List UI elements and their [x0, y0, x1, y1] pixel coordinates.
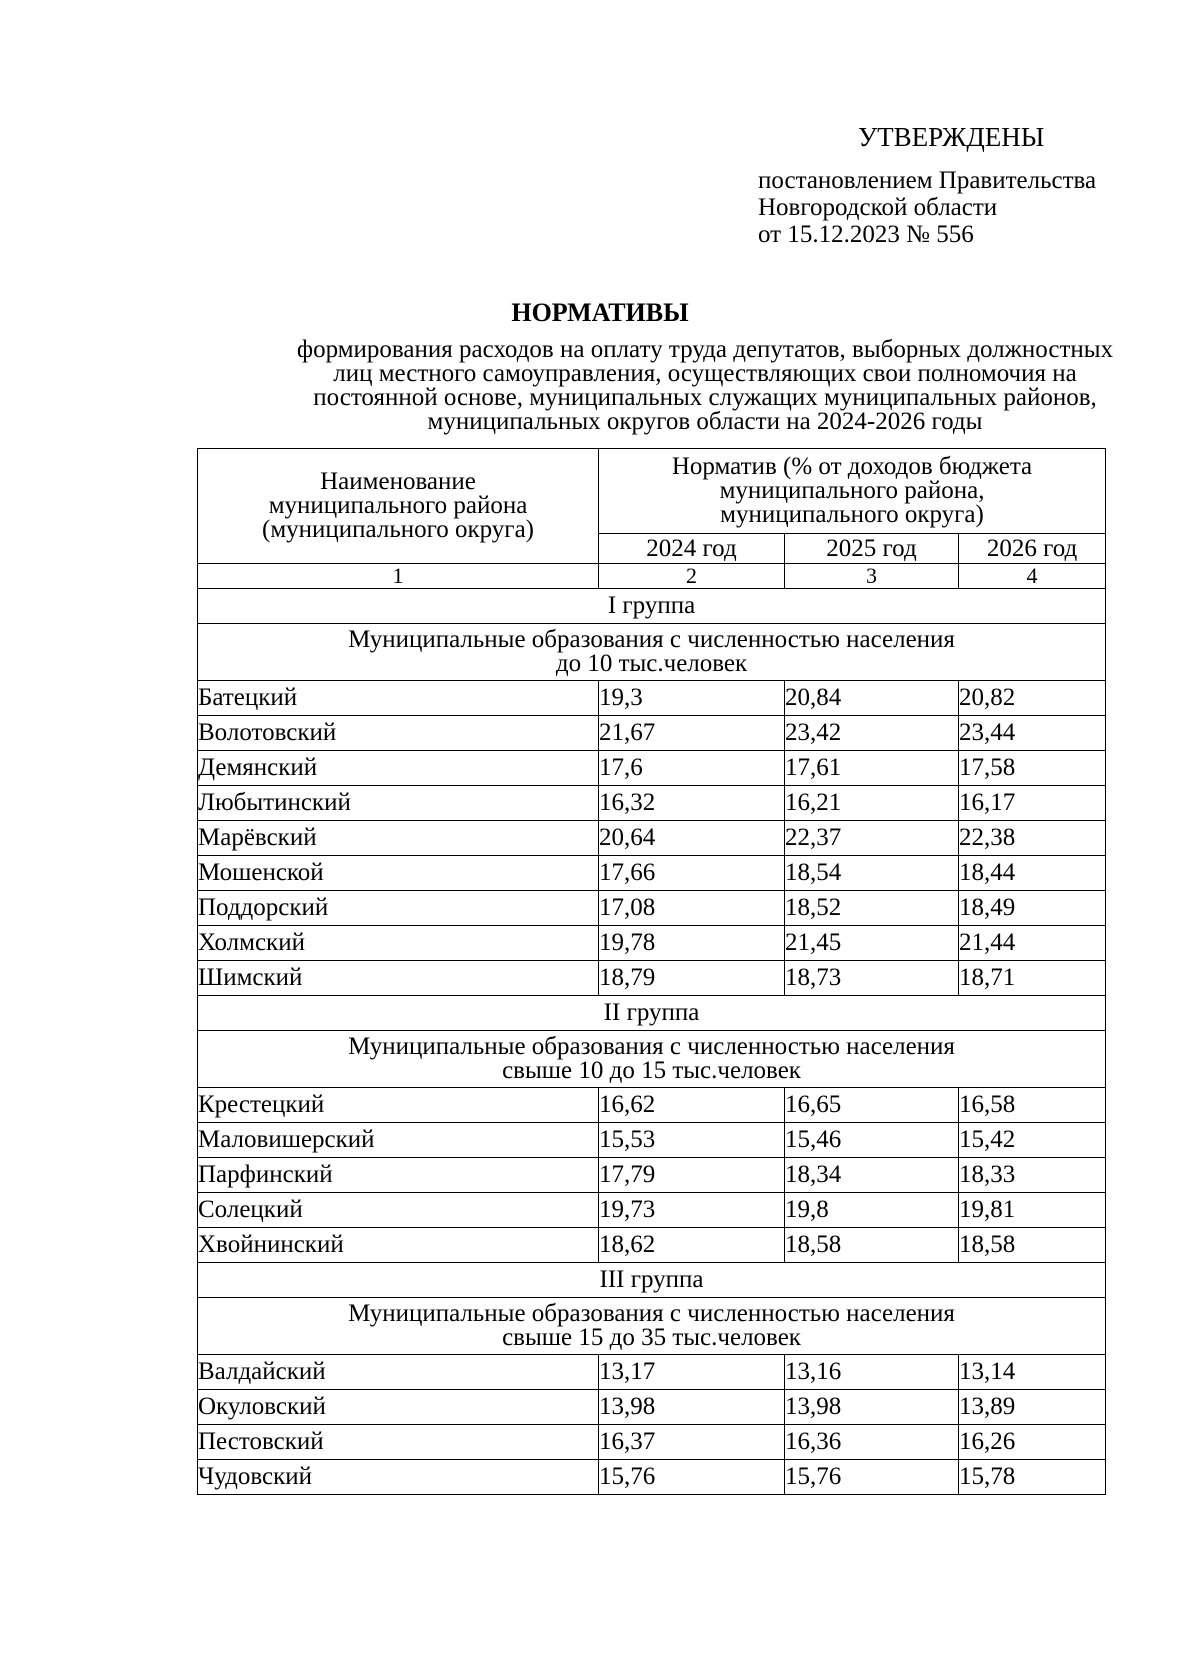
district-name: Маловишерский — [198, 1123, 599, 1158]
norm-value: 19,81 — [959, 1193, 1106, 1228]
table-row — [198, 1193, 1106, 1228]
norm-value: 20,84 — [785, 681, 959, 716]
subtitle-line: лиц местного самоуправления, осуществляющих свои полномочия на — [333, 360, 1077, 387]
district-name: Демянский — [198, 751, 599, 786]
group-description — [198, 1298, 1106, 1355]
norm-value: 16,32 — [599, 786, 785, 821]
column-header-name — [198, 449, 599, 564]
table-row — [198, 1390, 1106, 1425]
norm-value: 16,26 — [959, 1425, 1106, 1460]
header-line: (муниципального округа) — [262, 516, 534, 543]
norm-value: 19,3 — [599, 681, 785, 716]
district-name: Хвойнинский — [198, 1228, 599, 1263]
norm-value: 16,65 — [785, 1088, 959, 1123]
norm-value: 18,44 — [959, 856, 1106, 891]
district-name: Крестецкий — [198, 1088, 599, 1123]
table-row — [198, 716, 1106, 751]
norm-value: 13,98 — [785, 1390, 959, 1425]
group-header: III группа — [198, 1263, 1106, 1298]
norm-value: 15,76 — [785, 1460, 959, 1495]
norm-value: 17,66 — [599, 856, 785, 891]
column-number: 1 — [198, 564, 599, 589]
norm-value: 15,78 — [959, 1460, 1106, 1495]
norm-value: 19,78 — [599, 926, 785, 961]
group-description-line: Муниципальные образования с численностью населения — [348, 1033, 955, 1060]
district-name: Батецкий — [198, 681, 599, 716]
table-row — [198, 856, 1106, 891]
norm-value: 16,37 — [599, 1425, 785, 1460]
table-row — [198, 926, 1106, 961]
district-name: Солецкий — [198, 1193, 599, 1228]
table-row — [198, 1123, 1106, 1158]
column-number: 2 — [599, 564, 785, 589]
norm-value: 18,52 — [785, 891, 959, 926]
subtitle-line: муниципальных округов области на 2024-2026 годы — [427, 408, 983, 435]
norm-value: 13,98 — [599, 1390, 785, 1425]
header-line: муниципального округа) — [720, 501, 984, 528]
district-name: Валдайский — [198, 1355, 599, 1390]
header-line: муниципального района — [268, 492, 528, 519]
document-title: НОРМАТИВЫ — [511, 298, 689, 327]
district-name: Любытинский — [198, 786, 599, 821]
norm-value: 18,58 — [785, 1228, 959, 1263]
norm-value: 18,71 — [959, 961, 1106, 996]
district-name: Холмский — [198, 926, 599, 961]
column-number: 3 — [785, 564, 959, 589]
norm-value: 16,58 — [959, 1088, 1106, 1123]
group-description — [198, 1031, 1106, 1088]
norm-value: 19,73 — [599, 1193, 785, 1228]
approval-line: постановлением Правительства — [758, 167, 1097, 194]
norm-value: 18,33 — [959, 1158, 1106, 1193]
table-row — [198, 961, 1106, 996]
norm-value: 13,89 — [959, 1390, 1106, 1425]
table-row — [198, 751, 1106, 786]
group-description — [198, 624, 1106, 681]
norm-value: 16,17 — [959, 786, 1106, 821]
norm-value: 21,44 — [959, 926, 1106, 961]
norm-value: 22,37 — [785, 821, 959, 856]
norm-value: 22,38 — [959, 821, 1106, 856]
document-subtitle — [190, 338, 1200, 434]
column-number: 4 — [959, 564, 1106, 589]
district-name: Поддорский — [198, 891, 599, 926]
district-name: Волотовский — [198, 716, 599, 751]
subtitle-line: формирования расходов на оплату труда депутатов, выборных должностных — [296, 336, 1114, 363]
norm-value: 18,54 — [785, 856, 959, 891]
district-name: Мошенской — [198, 856, 599, 891]
norm-value: 17,61 — [785, 751, 959, 786]
table-row — [198, 1088, 1106, 1123]
norm-value: 15,46 — [785, 1123, 959, 1158]
group-header: I группа — [198, 589, 1106, 624]
table-row — [198, 1158, 1106, 1193]
approval-heading: УТВЕРЖДЕНЫ — [858, 122, 1045, 152]
norm-value: 15,42 — [959, 1123, 1106, 1158]
group-header: II группа — [198, 996, 1106, 1031]
norm-value: 17,08 — [599, 891, 785, 926]
table-row — [198, 891, 1106, 926]
group-description-line: Муниципальные образования с численностью населения — [348, 1300, 955, 1327]
norm-value: 13,16 — [785, 1355, 959, 1390]
year-header-2026: 2026 год — [959, 534, 1106, 564]
norm-value: 15,53 — [599, 1123, 785, 1158]
norm-value: 16,36 — [785, 1425, 959, 1460]
norm-value: 18,49 — [959, 891, 1106, 926]
norm-value: 13,14 — [959, 1355, 1106, 1390]
approval-line: Новгородской области — [758, 194, 998, 221]
norm-value: 20,64 — [599, 821, 785, 856]
norm-value: 18,58 — [959, 1228, 1106, 1263]
norm-value: 23,44 — [959, 716, 1106, 751]
group-description-line: Муниципальные образования с численностью населения — [348, 626, 955, 653]
norm-value: 18,73 — [785, 961, 959, 996]
group-description-line: свыше 15 до 35 тыс.человек — [502, 1324, 801, 1351]
subtitle-line: постоянной основе, муниципальных служащих муниципальных районов, — [313, 384, 1097, 411]
district-name: Пестовский — [198, 1425, 599, 1460]
norm-value: 21,67 — [599, 716, 785, 751]
norm-value: 17,58 — [959, 751, 1106, 786]
approval-stamp — [758, 122, 1178, 248]
norm-value: 23,42 — [785, 716, 959, 751]
norm-value: 15,76 — [599, 1460, 785, 1495]
district-name: Марёвский — [198, 821, 599, 856]
norm-value: 19,8 — [785, 1193, 959, 1228]
table-row — [198, 821, 1106, 856]
norm-value: 13,17 — [599, 1355, 785, 1390]
district-name: Парфинский — [198, 1158, 599, 1193]
district-name: Окуловский — [198, 1390, 599, 1425]
approval-line: от 15.12.2023 № 556 — [758, 221, 974, 248]
norm-value: 18,34 — [785, 1158, 959, 1193]
table-row — [198, 786, 1106, 821]
norm-value: 17,6 — [599, 751, 785, 786]
column-header-norm — [599, 449, 1106, 534]
year-header-2025: 2025 год — [785, 534, 959, 564]
table-row — [198, 1355, 1106, 1390]
table-row — [198, 1228, 1106, 1263]
norm-value: 16,62 — [599, 1088, 785, 1123]
header-line: муниципального района, — [719, 477, 985, 504]
district-name: Чудовский — [198, 1460, 599, 1495]
header-line: Наименование — [320, 468, 476, 495]
norm-value: 17,79 — [599, 1158, 785, 1193]
table-row — [198, 681, 1106, 716]
district-name: Шимский — [198, 961, 599, 996]
table-row — [198, 1460, 1106, 1495]
norm-value: 20,82 — [959, 681, 1106, 716]
group-description-line: до 10 тыс.человек — [555, 650, 748, 677]
norm-value: 16,21 — [785, 786, 959, 821]
norm-value: 21,45 — [785, 926, 959, 961]
group-description-line: свыше 10 до 15 тыс.человек — [502, 1057, 801, 1084]
norm-value: 18,79 — [599, 961, 785, 996]
norm-value: 18,62 — [599, 1228, 785, 1263]
header-line: Норматив (% от доходов бюджета — [671, 453, 1033, 480]
table-row — [198, 1425, 1106, 1460]
year-header-2024: 2024 год — [599, 534, 785, 564]
norms-table — [197, 448, 1106, 1495]
